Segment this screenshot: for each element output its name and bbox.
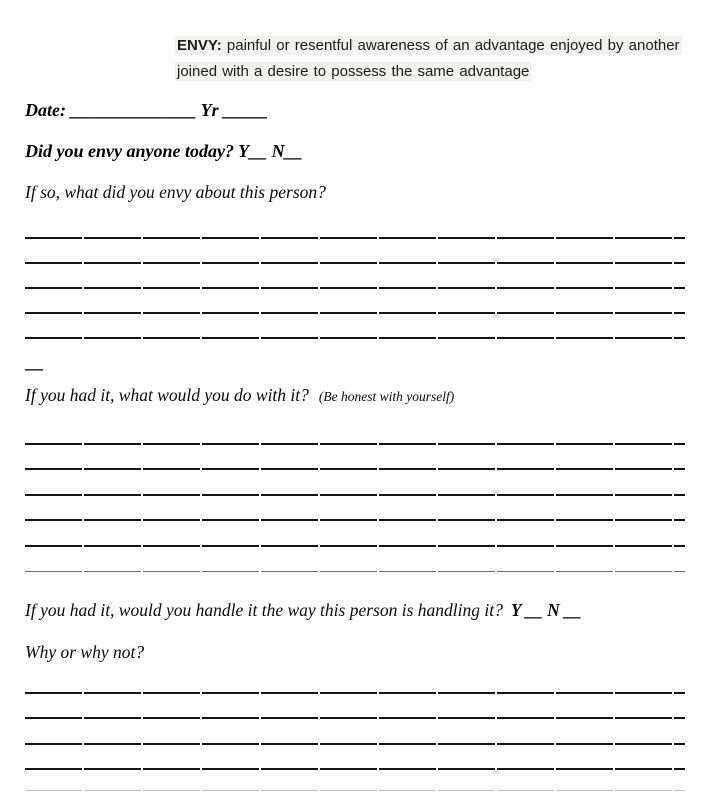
writing-line (25, 496, 685, 522)
writing-line (25, 694, 685, 720)
writing-block-envy-about (25, 214, 685, 339)
writing-line (25, 745, 685, 771)
yes-no-blanks: Y __ N __ (510, 600, 582, 620)
question-why: Why or why not? (25, 642, 145, 662)
question-handle-it-text: If you had it, would you handle it the way this person is handling it? (25, 600, 503, 620)
writing-line (25, 314, 685, 339)
question-honest-note: (Be honest with yourself) (318, 389, 455, 404)
writing-block-why (25, 668, 685, 791)
definition-highlight (175, 36, 682, 81)
question-do-with-it-text: If you had it, what would you do with it? (25, 385, 309, 405)
writing-line (25, 419, 685, 445)
writing-line (25, 470, 685, 496)
question-do-with-it (25, 385, 454, 406)
writing-line (25, 264, 685, 289)
writing-line (25, 719, 685, 745)
writing-line (25, 521, 685, 547)
writing-line (25, 289, 685, 314)
writing-line (25, 547, 685, 573)
writing-line (25, 770, 685, 791)
writing-line (25, 445, 685, 471)
envy-definition (175, 33, 681, 85)
definition-term: ENVY: (177, 37, 222, 54)
question-if-so: If so, what did you envy about this person? (25, 182, 326, 202)
question-did-you-envy: Did you envy anyone today? Y__ N__ (25, 141, 303, 161)
date-field-line: Date: ______________ Yr _____ (25, 100, 269, 120)
writing-block-do-with-it (25, 419, 685, 572)
overflow-underscores: __ (25, 352, 43, 372)
writing-line (25, 668, 685, 694)
question-handle-it (25, 600, 582, 621)
writing-line (25, 214, 685, 239)
writing-line (25, 239, 685, 264)
definition-body: painful or resentful awareness of an advantage enjoyed by another joined with a desire to possess the same advantage (177, 37, 680, 80)
